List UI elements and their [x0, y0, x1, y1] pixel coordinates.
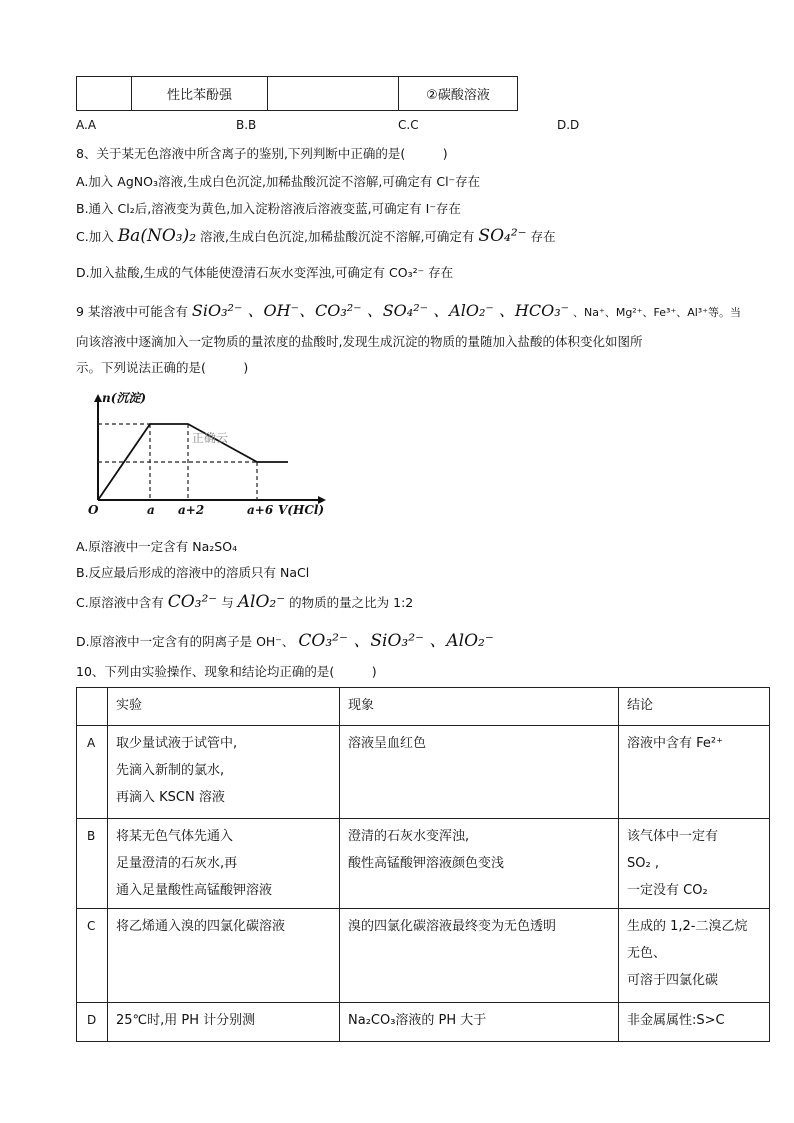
- conclusion-cell-line: 无色、: [627, 946, 667, 961]
- experiment-cell-line: 再滴入 KSCN 溶液: [116, 790, 225, 805]
- experiment-cell: [108, 726, 340, 819]
- phenomenon-cell: [340, 909, 619, 1003]
- x-tick-label: a: [147, 503, 155, 517]
- experiment-cell-line: 取少量试液于试管中,: [116, 736, 238, 751]
- q8-option-b: B.通入 Cl₂后,溶液变为黄色,加入淀粉溶液后溶液变蓝,可确定有 I⁻存在: [76, 201, 461, 216]
- conclusion-cell-line: 生成的 1,2-二溴乙烷: [627, 919, 748, 934]
- conclusion-cell-line: 该气体中一定有: [627, 829, 719, 844]
- q7-choice-d: D.D: [557, 118, 580, 132]
- q9-line-1: 9 某溶液中可能含有 SiO₃²⁻ 、OH⁻、CO₃²⁻ 、SO₄²⁻ 、AlO₂⁻ 、HCO₃⁻ 、Na⁺、Mg²⁺、Fe³⁺、Al³⁺等。当: [76, 301, 742, 320]
- table-row: [77, 819, 770, 909]
- conclusion-cell-line: SO₂ ,: [627, 856, 659, 871]
- q9-option-d: D.原溶液中一定含有的阴离子是 OH⁻、 CO₃²⁻ 、SiO₃²⁻ 、AlO₂⁻: [76, 631, 494, 651]
- q9-d-formulas: CO₃²⁻ 、SiO₃²⁻ 、AlO₂⁻: [298, 631, 494, 651]
- phenomenon-cell-line: 溴的四氯化碳溶液最终变为无色透明: [348, 919, 557, 934]
- conclusion-cell: [619, 1003, 770, 1042]
- q8-option-c: C.加入 Ba(NO₃)₂ 溶液,生成白色沉淀,加稀盐酸沉淀不溶解,可确定有 SO₄²⁻ 存在: [76, 226, 556, 246]
- phenomenon-cell-line: 酸性高锰酸钾溶液颜色变浅: [348, 856, 505, 871]
- conclusion-cell-line: 可溶于四氯化碳: [627, 973, 719, 988]
- q10-stem: 10、下列由实验操作、现象和结论均正确的是( ): [76, 664, 377, 679]
- experiment-cell-line: 通入足量酸性高锰酸钾溶液: [116, 883, 273, 898]
- experiment-cell: [108, 1003, 340, 1042]
- x-tick-label: a+6: [247, 503, 274, 517]
- header-cell-label: [77, 688, 108, 726]
- experiment-cell: [108, 909, 340, 1003]
- precipitate-graph: [80, 388, 340, 518]
- row-label: C: [77, 909, 108, 1003]
- table-row: [77, 1003, 770, 1042]
- q9-line-2: 向该溶液中逐滴加入一定物质的量浓度的盐酸时,发现生成沉淀的物质的量随加入盐酸的体积变化如图所: [76, 334, 643, 349]
- q8-option-d: D.加入盐酸,生成的气体能使澄清石灰水变浑浊,可确定有 CO₃²⁻ 存在: [76, 265, 454, 280]
- header-cell-conclusion: 结论: [619, 688, 770, 726]
- q9-option-a: A.原溶液中一定含有 Na₂SO₄: [76, 539, 238, 554]
- q9-option-c: C.原溶液中含有 CO₃²⁻ 与 AlO₂⁻ 的物质的量之比为 1:2: [76, 592, 414, 612]
- q7-choice-a: A.A: [76, 118, 97, 132]
- table-row: [77, 909, 770, 1003]
- phenomenon-cell: [340, 1003, 619, 1042]
- q8-option-a: A.加入 AgNO₃溶液,生成白色沉淀,加稀盐酸沉淀不溶解,可确定有 Cl⁻存在: [76, 174, 481, 189]
- row-label: A: [77, 726, 108, 819]
- top-cell-2: 性比苯酚强: [132, 77, 268, 111]
- header-cell-phenomenon: 现象: [340, 688, 619, 726]
- x-tick-label: a+2: [178, 503, 205, 517]
- watermark-text: 正确云: [192, 431, 229, 445]
- q9-option-b: B.反应最后形成的溶液中的溶质只有 NaCl: [76, 565, 310, 580]
- conclusion-cell: [619, 726, 770, 819]
- q8-c-formula-2: SO₄²⁻: [478, 226, 527, 246]
- experiment-cell-line: 足量澄清的石灰水,再: [116, 856, 238, 871]
- experiment-table: [76, 687, 770, 1042]
- y-axis-arrow: [94, 394, 102, 402]
- phenomenon-cell-line: Na₂CO₃溶液的 PH 大于: [348, 1013, 487, 1028]
- conclusion-cell: [619, 819, 770, 909]
- origin-label: O: [88, 503, 99, 517]
- q8-stem: 8、关于某无色溶液中所含离子的鉴别,下列判断中正确的是( ): [76, 146, 448, 161]
- experiment-cell-line: 先滴入新制的氯水,: [116, 763, 225, 778]
- row-label: D: [77, 1003, 108, 1042]
- experiment-cell: [108, 819, 340, 909]
- experiment-cell-line: 将乙烯通入溴的四氯化碳溶液: [116, 919, 286, 934]
- q9-ion-list: SiO₃²⁻ 、OH⁻、CO₃²⁻ 、SO₄²⁻ 、AlO₂⁻ 、HCO₃⁻: [191, 301, 570, 320]
- top-cell-4: ②碳酸溶液: [399, 77, 518, 111]
- conclusion-cell: [619, 909, 770, 1003]
- q7-choice-b: B.B: [236, 118, 257, 132]
- experiment-cell-line: 25℃时,用 PH 计分别测: [116, 1013, 256, 1028]
- row-label: B: [77, 819, 108, 909]
- y-axis-label: n(沉淀): [102, 391, 147, 405]
- q9-c-formula-2: AlO₂⁻: [237, 592, 286, 612]
- phenomenon-cell: [340, 726, 619, 819]
- q8-c-formula-1: Ba(NO₃)₂: [117, 226, 197, 246]
- top-cell-3: [268, 77, 399, 111]
- q9-c-formula-1: CO₃²⁻: [167, 592, 218, 612]
- x-axis-label: V(HCl): [278, 503, 325, 517]
- conclusion-cell-line: 溶液中含有 Fe²⁺: [627, 736, 723, 751]
- conclusion-cell-line: 一定没有 CO₂: [627, 883, 708, 898]
- conclusion-cell-line: 非金属属性:S>C: [627, 1013, 725, 1028]
- header-cell-experiment: 实验: [108, 688, 340, 726]
- top-cell-1: [77, 77, 132, 111]
- table-header-row: [77, 688, 770, 726]
- phenomenon-cell: [340, 819, 619, 909]
- table-row: [77, 726, 770, 819]
- top-table: [76, 76, 518, 111]
- q9-line-3: 示。下列说法正确的是( ): [76, 360, 249, 375]
- phenomenon-cell-line: 溶液呈血红色: [348, 736, 427, 751]
- experiment-cell-line: 将某无色气体先通入: [116, 829, 234, 844]
- phenomenon-cell-line: 澄清的石灰水变浑浊,: [348, 829, 470, 844]
- q7-choice-c: C.C: [398, 118, 419, 132]
